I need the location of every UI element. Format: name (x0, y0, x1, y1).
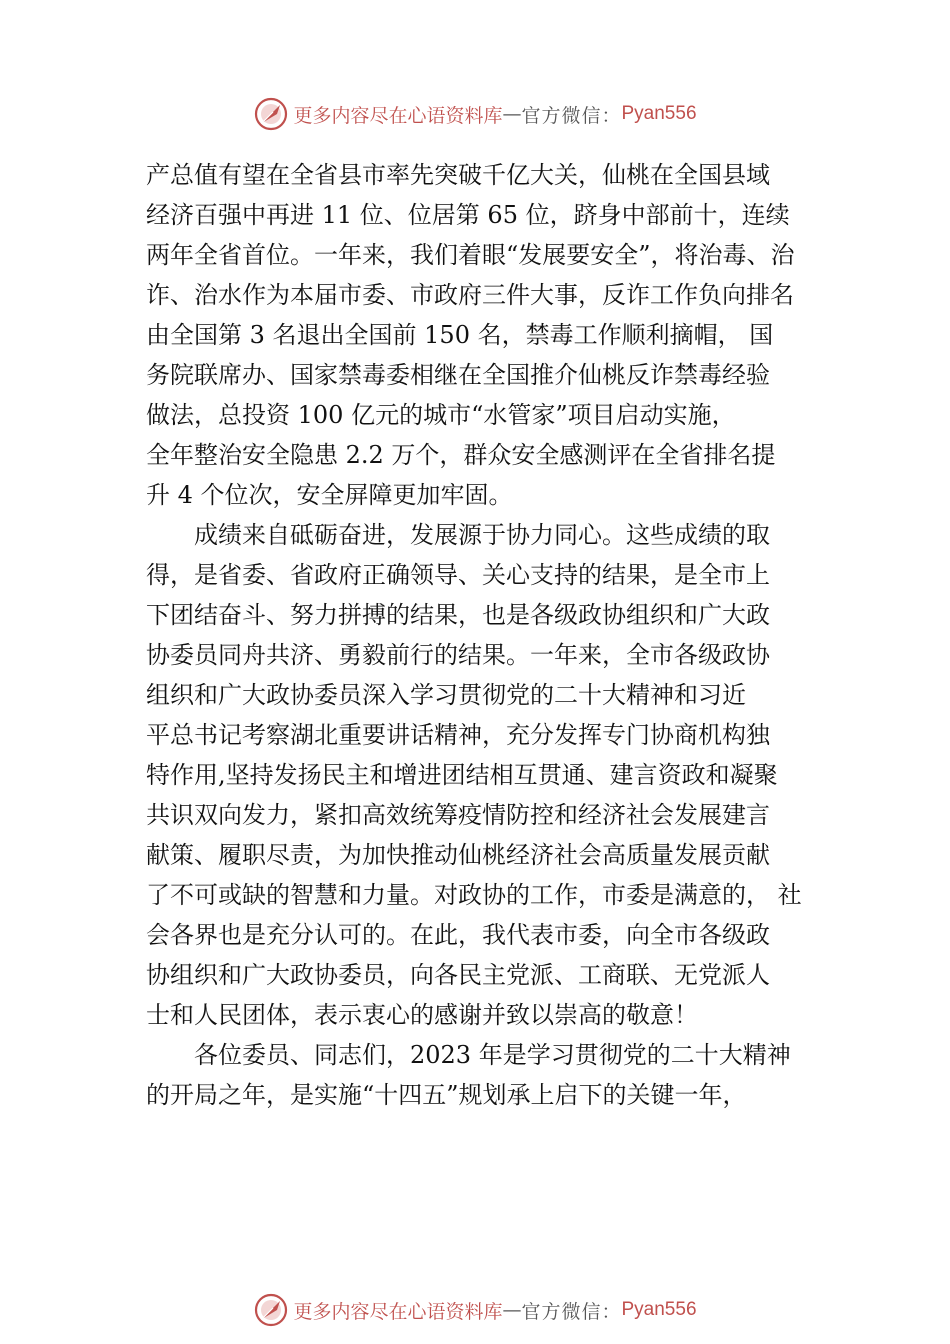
text-line: 平总书记考察湖北重要讲话精神，充分发挥专门协商机构独 (146, 721, 770, 749)
text-line: 的开局之年，是实施“十四五”规划承上启下的关键一年， (146, 1081, 747, 1109)
text-line: 组织和广大政协委员深入学习贯彻党的二十大精神和习近 (146, 681, 746, 709)
text-line: 经济百强中再进 11 位、位居第 65 位，跻身中部前十，连续 (146, 201, 790, 229)
watermark-official: 官方微信： (521, 1300, 622, 1323)
watermark-brand: 更多内容尽在心语资料库 (293, 1300, 503, 1323)
text-line: 献策、履职尽责，为加快推动仙桃经济社会高质量发展贡献 (146, 841, 770, 869)
quill-logo-icon (253, 1292, 289, 1328)
watermark-dash: — (502, 1299, 522, 1321)
text-line: 下团结奋斗、努力拼搏的结果，也是各级政协组织和广大政 (146, 601, 770, 629)
text-line: 务院联席办、国家禁毒委相继在全国推介仙桃反诈禁毒经验 (146, 361, 770, 389)
quill-logo-icon (253, 96, 289, 132)
text-line: 全年整治安全隐患 2.2 万个，群众安全感测评在全省排名提 (146, 441, 776, 469)
text-line: 得，是省委、省政府正确领导、关心支持的结果，是全市上 (146, 561, 770, 589)
text-line: 两年全省首位。一年来，我们着眼“发展要安全”，将治毒、治 (146, 241, 795, 269)
watermark-handle: Pyan556 (621, 103, 697, 124)
watermark-official: 官方微信： (521, 104, 622, 127)
text-line: 做法，总投资 100 亿元的城市“水管家”项目启动实施， (146, 401, 736, 429)
paragraph-3 (146, 1035, 818, 1115)
text-line: 特作用,坚持发扬民主和增进团结相互贯通、建言资政和凝聚 (146, 761, 778, 789)
text-line: 各位委员、同志们，2023 年是学习贯彻党的二十大精神 (194, 1041, 791, 1069)
watermark-handle: Pyan556 (621, 1299, 697, 1320)
document-body (146, 155, 818, 1115)
text-line: 诈、治水作为本届市委、市政府三件大事，反诈工作负向排名 (146, 281, 794, 309)
text-line: 升 4 个位次，安全屏障更加牢固。 (146, 481, 513, 509)
text-line: 士和人民团体，表示衷心的感谢并致以崇高的敬意！ (146, 1001, 698, 1029)
text-line: 会各界也是充分认可的。在此，我代表市委，向全市各级政 (146, 921, 770, 949)
paragraph-1 (146, 155, 818, 515)
text-line: 协委员同舟共济、勇毅前行的结果。一年来，全市各级政协 (146, 641, 770, 669)
text-line: 由全国第 3 名退出全国前 150 名，禁毒工作顺利摘帽， 国 (146, 321, 774, 349)
watermark-dash: — (502, 103, 522, 125)
text-line: 成绩来自砥砺奋进，发展源于协力同心。这些成绩的取 (194, 521, 770, 549)
header-watermark (0, 94, 950, 134)
text-line: 协组织和广大政协委员，向各民主党派、工商联、无党派人 (146, 961, 770, 989)
text-line: 产总值有望在全省县市率先突破千亿大关，仙桃在全国县域 (146, 161, 770, 189)
text-line: 了不可或缺的智慧和力量。对政协的工作，市委是满意的， 社 (146, 881, 802, 909)
footer-watermark (0, 1290, 950, 1330)
watermark-brand: 更多内容尽在心语资料库 (293, 104, 503, 127)
paragraph-2 (146, 515, 818, 1035)
text-line: 共识双向发力，紧扣高效统筹疫情防控和经济社会发展建言 (146, 801, 770, 829)
